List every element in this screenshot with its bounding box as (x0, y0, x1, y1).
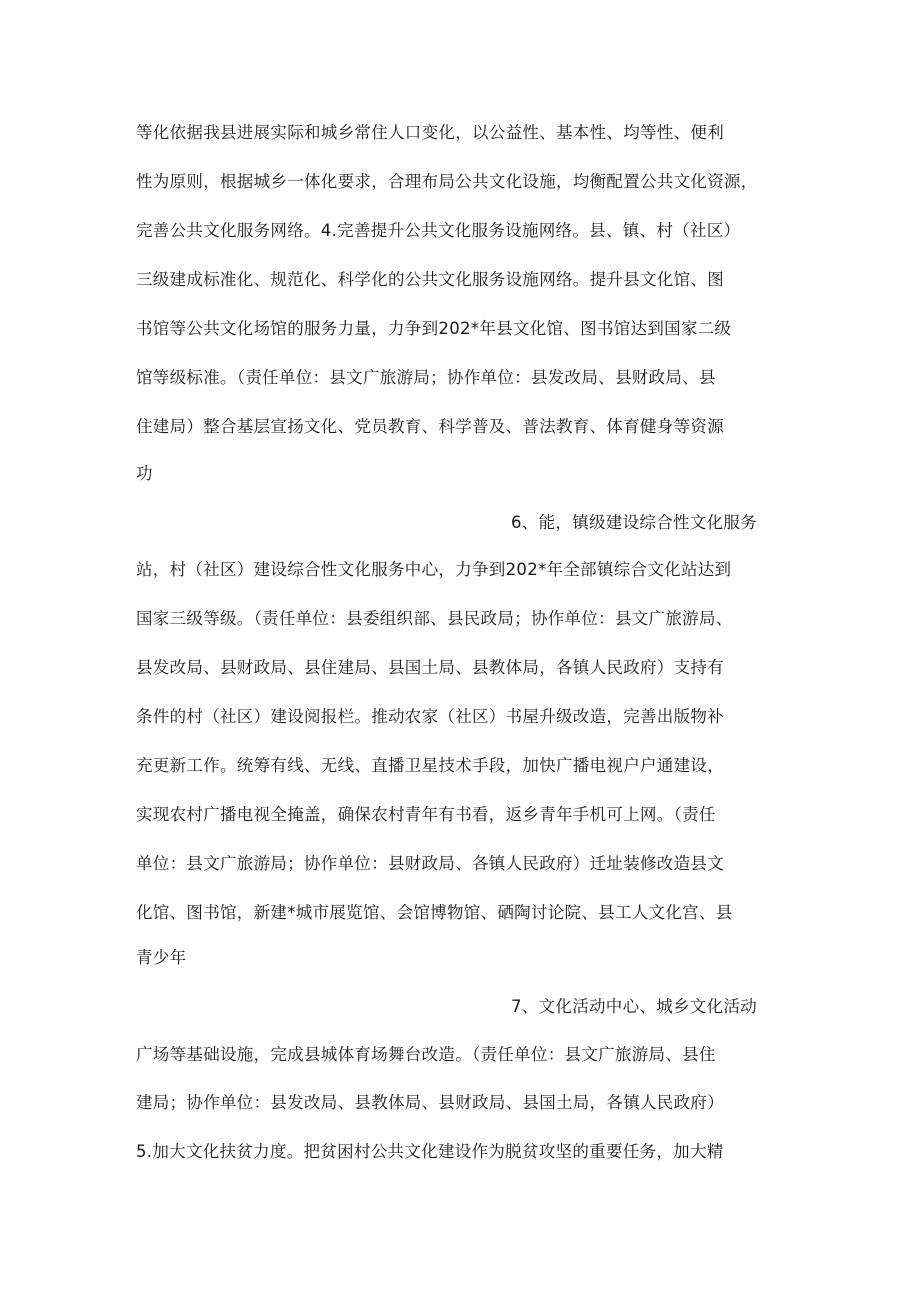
text-line: 三级建成标准化、规范化、科学化的公共文化服务设施网络。提升县文化馆、图 (136, 270, 724, 289)
text-line: 单位：县文广旅游局；协作单位：县财政局、各镇人民政府）迁址装修改造县文 (136, 854, 724, 873)
text-line: 广场等基础设施，完成县城体育场舞台改造。（责任单位：县文广旅游局、县住 (136, 1045, 716, 1064)
text-line: 实现农村广播电视全掩盖，确保农村青年有书看，返乡青年手机可上网。（责任 (136, 805, 716, 824)
section-heading-line: 6、能，镇级建设综合性文化服务 (511, 513, 757, 532)
text-line: 住建局）整合基层宣扬文化、党员教育、科学普及、普法教育、体育健身等资源 (136, 417, 724, 436)
text-line: 青少年 (136, 948, 187, 967)
section-heading-line: 7、文化活动中心、城乡文化活动 (511, 997, 757, 1016)
text-line: 书馆等公共文化场馆的服务力量，力争到202*年县文化馆、图书馆达到国家二级 (136, 319, 732, 338)
text-line: 性为原则，根据城乡一体化要求，合理布局公共文化设施，均衡配置公共文化资源， (136, 172, 758, 191)
text-line: 5.加大文化扶贫力度。把贫困村公共文化建设作为脱贫攻坚的重要任务，加大精 (136, 1142, 724, 1161)
text-line: 等化依据我县进展实际和城乡常住人口变化，以公益性、基本性、均等性、便利 (136, 123, 724, 142)
text-line: 条件的村（社区）建设阅报栏。推动农家（社区）书屋升级改造，完善出版物补 (136, 707, 724, 726)
text-line: 功 (136, 464, 153, 483)
text-line: 充更新工作。统筹有线、无线、直播卫星技术手段，加快广播电视户户通建设， (136, 756, 724, 775)
text-line: 化馆、图书馆，新建*城市展览馆、会馆博物馆、硒陶讨论院、县工人文化宫、县 (136, 903, 733, 922)
text-line: 馆等级标准。（责任单位：县文广旅游局；协作单位：县发改局、县财政局、县 (136, 368, 716, 387)
text-line: 国家三级等级。（责任单位：县委组织部、县民政局；协作单位：县文广旅游局、 (136, 609, 733, 628)
text-line: 建局；协作单位：县发改局、县教体局、县财政局、县国土局，各镇人民政府） (136, 1093, 724, 1112)
text-line: 站，村（社区）建设综合性文化服务中心，力争到202*年全部镇综合文化站达到 (136, 560, 732, 579)
text-line: 完善公共文化服务网络。4.完善提升公共文化服务设施网络。县、镇、村（社区） (136, 221, 741, 240)
text-line: 县发改局、县财政局、县住建局、县国土局、县教体局，各镇人民政府）支持有 (136, 658, 724, 677)
